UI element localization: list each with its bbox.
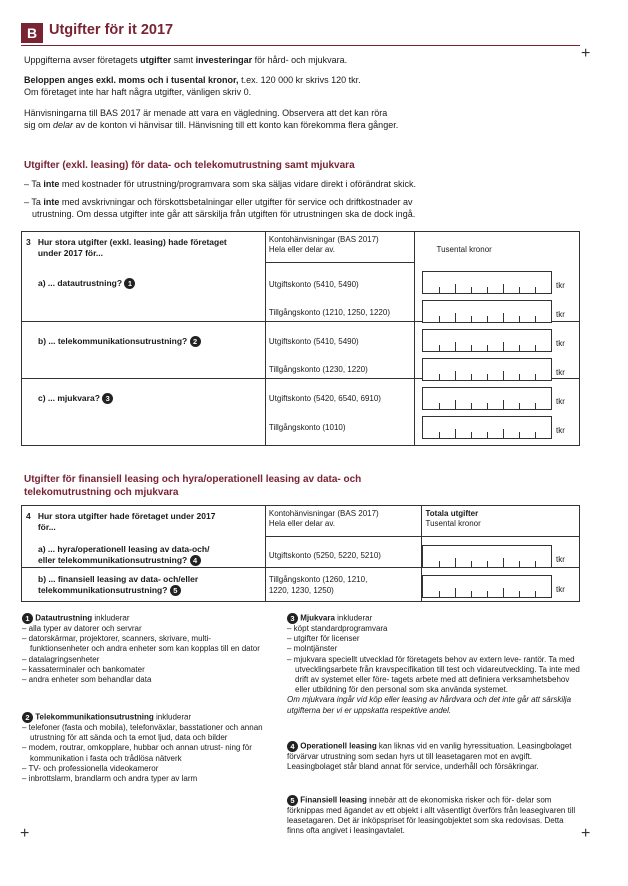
digit-tick bbox=[519, 432, 520, 438]
q3-c-acc1: Utgiftskonto (5420, 6540, 6910) bbox=[268, 394, 381, 403]
digit-tick bbox=[455, 342, 456, 351]
digit-tick bbox=[503, 400, 504, 409]
digit-tick bbox=[439, 345, 440, 351]
footnote-2-line: – inbrottslarm, brandlarm och andra typer av larm bbox=[22, 774, 198, 784]
digit-tick bbox=[471, 345, 472, 351]
q4-b-input[interactable] bbox=[422, 575, 552, 598]
digit-tick bbox=[503, 429, 504, 438]
digit-tick bbox=[487, 345, 488, 351]
q3-row-c-label: c) ... mjukvara? 3 bbox=[22, 379, 265, 404]
digit-tick bbox=[535, 561, 536, 567]
unit-label: tkr bbox=[556, 426, 565, 435]
section-1-title: Utgifter (exkl. leasing) för data- och telekomutrustning samt mjukvara bbox=[24, 160, 355, 171]
footnote-2-line: – modem, routrar, omkopplare, hubbar och annan utrust- ning för kommunikation i fasta och trådlösa nätverk bbox=[22, 743, 252, 763]
digit-tick bbox=[519, 345, 520, 351]
digit-tick bbox=[535, 316, 536, 322]
q3-c-asset-input[interactable] bbox=[422, 416, 552, 439]
q3-c-expense-input[interactable] bbox=[422, 387, 552, 410]
footnote-1-line: – datalagringsenheter bbox=[22, 654, 100, 664]
digit-tick bbox=[535, 345, 536, 351]
footnote-3-line: – mjukvara speciellt utvecklad för företagets behov av extern leve- rantör. Ta med utvecklingsarbete från kravspecifikation till test och vidareutveckling. Ta inte med drift av systemet eller före- tagets arbete med att definiera verksamhetsbehov eller utbildning för den personal som ska använda systemet. bbox=[287, 654, 580, 695]
q4-row-a-label: a) ... hyra/operationell leasing av data-och/ eller telekommunikationsutrustning? 4 bbox=[38, 544, 210, 566]
digit-tick bbox=[487, 316, 488, 322]
q3-b-acc1: Utgiftskonto (5410, 5490) bbox=[268, 337, 359, 346]
q3-a-acc2: Tillgångskonto (1210, 1250, 1220) bbox=[268, 308, 390, 317]
footnote-1-line: – kassaterminaler och bankomater bbox=[22, 664, 145, 674]
digit-tick bbox=[503, 558, 504, 567]
footnote-3-line: – utgifter för licenser bbox=[287, 634, 360, 644]
q4-col-ref-header: Kontohänvisningar (BAS 2017) Hela eller delar av. bbox=[266, 506, 421, 537]
unit-label: tkr bbox=[556, 368, 565, 377]
unit-label: tkr bbox=[556, 281, 565, 290]
digit-tick bbox=[455, 284, 456, 293]
footnote-3-badge-icon: 3 bbox=[287, 613, 298, 624]
q4-question: 4 Hur stora utgifter hade företaget under 2017 för... bbox=[26, 511, 216, 532]
digit-tick bbox=[455, 558, 456, 567]
digit-tick bbox=[487, 432, 488, 438]
digit-tick bbox=[519, 561, 520, 567]
digit-tick bbox=[503, 313, 504, 322]
footnote-1-line: – andra enheter som behandlar data bbox=[22, 675, 152, 685]
digit-tick bbox=[471, 287, 472, 293]
footnote-1: 1 Datautrustning inkluderar – alla typer av datorer och servrar – datorskärmar, projektorer, scanners, skrivare, multi- funktionsenheter och andra enheter som kan kopplas till en dator – datalagringsenheter – kassaterminaler och bankomater – andra enheter som behandlar data bbox=[22, 613, 272, 685]
digit-tick bbox=[471, 561, 472, 567]
q4-row-a-label-cell bbox=[22, 506, 266, 568]
digit-tick bbox=[471, 316, 472, 322]
digit-tick bbox=[471, 403, 472, 409]
digit-tick bbox=[439, 374, 440, 380]
q4-row-b-accounts bbox=[265, 568, 421, 602]
q4-row-a-accounts bbox=[265, 506, 421, 568]
footnote-1-line: – alla typer av datorer och servrar bbox=[22, 624, 142, 633]
digit-tick bbox=[439, 403, 440, 409]
digit-tick bbox=[455, 313, 456, 322]
footnote-2: 2 Telekommunikationsutrustning inkluderar – telefoner (fasta och mobila), telefonväxlar, basstationer och annan utrustning för att sända och ta emot ljud, data och bilder – modem, routrar, omkopplare, hubbar och annan utrust- ning för kommunikation i fasta och trådlösa nätverk – TV- och professionella videokameror – inbrottslarm, brandlarm och andra typer av larm bbox=[22, 712, 272, 784]
digit-tick bbox=[487, 561, 488, 567]
unit-label: tkr bbox=[556, 397, 565, 406]
digit-tick bbox=[455, 371, 456, 380]
digit-tick bbox=[519, 591, 520, 597]
section-1-bullet-1: – Ta inte med kostnader för utrustning/programvara som ska säljas vidare direkt i oförändrat skick. bbox=[24, 179, 417, 189]
footnote-3-line: – molntjänster bbox=[287, 644, 338, 654]
q3-col-ref-header: Kontohänvisningar (BAS 2017) Hela eller delar av. bbox=[266, 232, 414, 263]
q3-row-c-accounts bbox=[265, 379, 414, 446]
unit-label: tkr bbox=[556, 310, 565, 319]
q3-row-a-label-cell bbox=[22, 232, 266, 322]
digit-tick bbox=[439, 561, 440, 567]
digit-tick bbox=[535, 432, 536, 438]
digit-tick bbox=[503, 588, 504, 597]
footnote-5: 5 Finansiell leasing innebär att de ekonomiska risker och för- delar som förknippas med ägandet av ett objekt i allt väsentligt överförs från leasegivaren till leasetagaren. Det är inköpspriset för leasingobjektet som ska redovisas. Detta finns ofta angivet i leasingavtalet. bbox=[287, 795, 576, 836]
digit-tick bbox=[503, 284, 504, 293]
digit-tick bbox=[535, 374, 536, 380]
unit-label: tkr bbox=[556, 339, 565, 348]
digit-tick bbox=[519, 287, 520, 293]
q3-a-asset-input[interactable] bbox=[422, 300, 552, 323]
q3-row-a-accounts bbox=[265, 232, 414, 322]
q3-b-acc2: Tillgångskonto (1230, 1220) bbox=[268, 365, 368, 374]
footnote-2-line: – telefoner (fasta och mobila), telefonväxlar, basstationer och annan utrustning för att sända och ta emot ljud, data och bilder bbox=[22, 723, 263, 743]
footnote-5-badge-icon: 5 bbox=[287, 795, 298, 806]
unit-label: tkr bbox=[556, 585, 565, 594]
q4-row-b-label: b) ... finansiell leasing av data- och/eller telekommunikationsutrustning? 5 bbox=[38, 574, 199, 596]
q4-a-input[interactable] bbox=[422, 545, 552, 568]
footnote-4-badge-icon: 4 bbox=[287, 741, 298, 752]
q4-b-acc: Tillgångskonto (1260, 1210, 1220, 1230, 1250) bbox=[268, 575, 368, 595]
footnote-1-badge-icon: 1 bbox=[22, 613, 33, 624]
digit-tick bbox=[455, 588, 456, 597]
digit-tick bbox=[519, 403, 520, 409]
title-rule bbox=[21, 45, 580, 46]
footnote-3-note: Om mjukvara ingår vid köp eller leasing av hårdvara och det inte går att särskilja utgifterna ber vi er uppskatta respektive andel. bbox=[287, 695, 572, 715]
footnote-4-icon: 4 bbox=[190, 555, 201, 566]
digit-tick bbox=[455, 429, 456, 438]
digit-tick bbox=[519, 316, 520, 322]
footnote-1-icon: 1 bbox=[124, 278, 135, 289]
q3-row-b-label: b) ... telekommunikationsutrustning? 2 bbox=[22, 322, 265, 347]
q3-question: 3 Hur stora utgifter (exkl. leasing) hade företaget under 2017 för... bbox=[26, 237, 227, 258]
unit-label: tkr bbox=[556, 555, 565, 564]
digit-tick bbox=[487, 403, 488, 409]
digit-tick bbox=[439, 287, 440, 293]
q4-row-b-label-cell bbox=[22, 568, 266, 602]
q3-row-b-label-cell bbox=[22, 322, 266, 379]
footnote-3-icon: 3 bbox=[102, 393, 113, 404]
digit-tick bbox=[471, 374, 472, 380]
digit-tick bbox=[487, 374, 488, 380]
digit-tick bbox=[455, 400, 456, 409]
digit-tick bbox=[503, 371, 504, 380]
digit-tick bbox=[471, 591, 472, 597]
footnote-2-icon: 2 bbox=[190, 336, 201, 347]
digit-tick bbox=[439, 432, 440, 438]
footnote-2-badge-icon: 2 bbox=[22, 712, 33, 723]
page-title: Utgifter för it 2017 bbox=[49, 22, 174, 38]
intro-paragraph-1: Uppgifterna avser företagets utgifter samt investeringar för hård- och mjukvara. bbox=[24, 55, 348, 65]
intro-paragraph-2: Beloppen anges exkl. moms och i tusental kronor, t.ex. 120 000 kr skrivs 120 tkr. Om företaget inte har haft några utgifter, vänligen skriv 0. bbox=[24, 75, 361, 97]
digit-tick bbox=[519, 374, 520, 380]
q4-a-acc: Utgiftskonto (5250, 5220, 5210) bbox=[268, 551, 381, 560]
footnote-3-line: – köpt standardprogramvara bbox=[287, 624, 388, 633]
q3-row-b-accounts bbox=[265, 322, 414, 379]
digit-tick bbox=[487, 591, 488, 597]
digit-tick bbox=[535, 403, 536, 409]
digit-tick bbox=[439, 591, 440, 597]
q3-a-acc1: Utgiftskonto (5410, 5490) bbox=[268, 280, 359, 289]
q3-b-expense-input[interactable] bbox=[422, 329, 552, 352]
crop-mark-icon: + bbox=[581, 45, 591, 62]
q3-c-acc2: Tillgångskonto (1010) bbox=[268, 423, 346, 432]
q3-row-a-label: a) ... datautrustning? 1 bbox=[22, 259, 265, 289]
footnote-1-line: – datorskärmar, projektorer, scanners, skrivare, multi- funktionsenheter och andra enheter som kan kopplas till en dator bbox=[22, 634, 260, 654]
section-1-bullet-2: – Ta inte med avskrivningar och förskottsbetalningar eller utgifter för service och driftkostnader av utrustning. Om dessa utgifter inte går att särskilja från utgiften för utrustningen ska de dock ingå. bbox=[24, 197, 416, 219]
crop-mark-icon: + bbox=[20, 825, 30, 842]
q3-a-expense-input[interactable] bbox=[422, 271, 552, 294]
footnote-2-line: – TV- och professionella videokameror bbox=[22, 763, 159, 773]
q3-col-amount-header: Tusental kronor bbox=[436, 245, 492, 254]
digit-tick bbox=[439, 316, 440, 322]
section-2-title: Utgifter för finansiell leasing och hyra/operationell leasing av data- och telekomutrustning och mjukvara bbox=[24, 474, 362, 498]
digit-tick bbox=[471, 432, 472, 438]
section-letter: B bbox=[21, 23, 43, 43]
footnote-4: 4 Operationell leasing kan liknas vid en vanlig hyressituation. Leasingbolaget förvärvar utrustning som sedan hyrs ut till leasetagaren mot en avgift. Leasingbolaget står bland annat för service, underhåll och försäkringar. bbox=[287, 741, 572, 772]
intro-paragraph-3: Hänvisningarna till BAS 2017 är menade att vara en vägledning. Observera att det kan röra sig om delar av de konton vi hänvisar till. Hänvisning till ett konto kan förekomma flera gånger. bbox=[24, 108, 399, 130]
q3-row-c-label-cell bbox=[22, 379, 266, 446]
digit-tick bbox=[487, 287, 488, 293]
q4-col-amount-header: Totala utgifter Tusental kronor bbox=[422, 506, 580, 537]
digit-tick bbox=[503, 342, 504, 351]
q3-b-asset-input[interactable] bbox=[422, 358, 552, 381]
digit-tick bbox=[535, 287, 536, 293]
footnote-3: 3 Mjukvara inkluderar – köpt standardprogramvara – utgifter för licenser – molntjänster – mjukvara speciellt utvecklad för företagets behov av extern leve- rantör. Ta med utvecklingsarbete från kravspecifikation till test och vidareutveckling. Ta inte med drift av systemet eller före- tagets arbete med att definiera verksamhetsbehov eller utbildning för den personal som ska använda systemet. Om mjukvara ingår vid köp eller leasing av hårdvara och det inte går att särskilja utgifterna ber vi er uppskatta respektive andel. bbox=[287, 613, 582, 716]
crop-mark-icon: + bbox=[581, 825, 591, 842]
digit-tick bbox=[535, 591, 536, 597]
footnote-5-icon: 5 bbox=[170, 585, 181, 596]
